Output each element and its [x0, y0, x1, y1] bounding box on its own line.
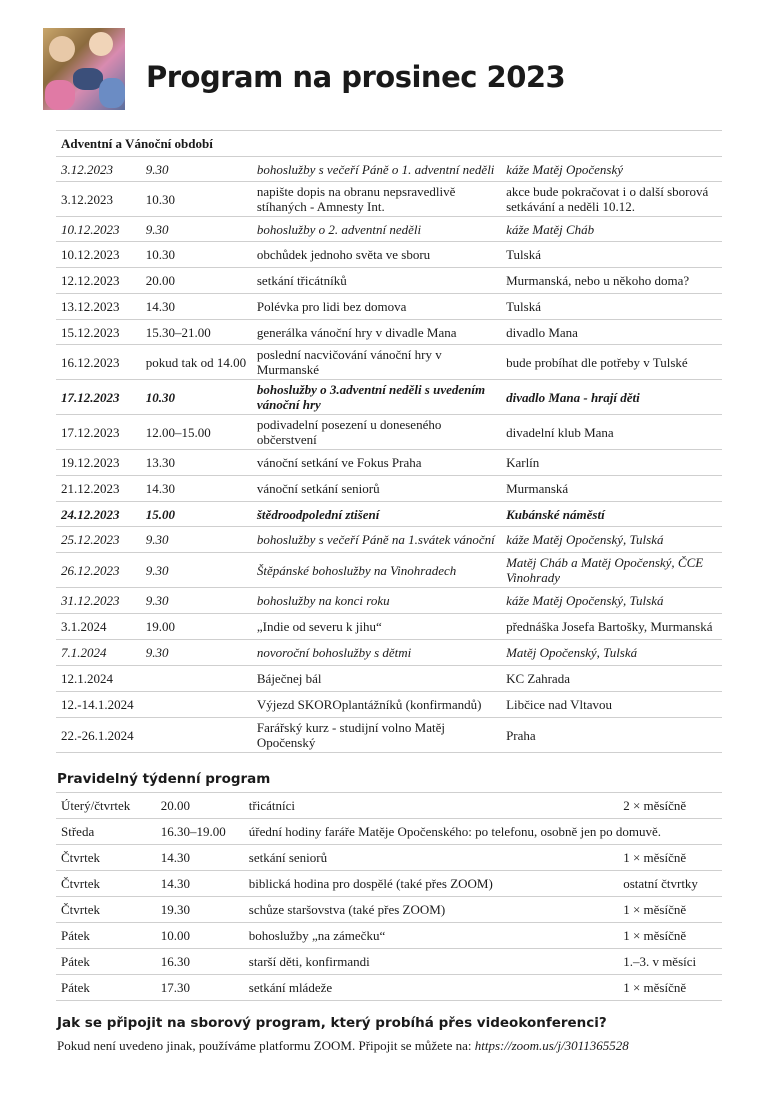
- weekly-program-table: [56, 792, 722, 1001]
- event-date: 3.1.2024: [61, 619, 107, 634]
- event-name: poslední nacvičování vánoční hry v Murmanské: [256, 347, 442, 377]
- event-name: bohoslužby o 2. adventní neděli: [256, 221, 422, 237]
- weekly-time: 14.30: [160, 850, 191, 865]
- event-row: [56, 527, 722, 553]
- event-place: Tulská: [506, 247, 542, 262]
- event-time: 9.30: [145, 532, 169, 547]
- weekly-time: 16.30: [160, 954, 191, 969]
- weekly-day: Úterý/čtvrtek: [61, 798, 131, 813]
- event-row: [56, 415, 722, 450]
- weekly-row: [56, 949, 722, 975]
- event-time: 9.30: [145, 593, 169, 608]
- event-place: káže Matěj Opočenský: [506, 161, 624, 177]
- event-name: vánoční setkání seniorů: [256, 481, 380, 496]
- event-name: bohoslužby na konci roku: [256, 593, 390, 608]
- weekly-row: [56, 923, 722, 949]
- weekly-row: [56, 897, 722, 923]
- weekly-frequency: 1 × měsíčně: [623, 850, 687, 865]
- event-row: [56, 502, 722, 527]
- weekly-frequency: ostatní čtvrtky: [623, 876, 698, 891]
- event-name: setkání třicátníků: [256, 273, 347, 288]
- event-time: [141, 692, 252, 718]
- event-time: 15.00: [145, 506, 176, 522]
- event-row: [56, 692, 722, 718]
- event-name: bohoslužby o 3.adventní neděli s uvedením vánoční hry: [256, 382, 486, 412]
- zoom-link[interactable]: https://zoom.us/j/3011365528: [474, 1038, 629, 1053]
- weekly-event: starší děti, konfirmandi: [248, 954, 370, 969]
- event-row: [56, 320, 722, 345]
- event-date: 21.12.2023: [61, 481, 120, 496]
- event-date: 31.12.2023: [61, 593, 120, 608]
- weekly-event: třicátníci: [248, 798, 295, 813]
- event-row: [56, 345, 722, 380]
- event-name: obchůdek jednoho světa ve sboru: [256, 247, 431, 262]
- event-time: 14.30: [145, 299, 176, 314]
- weekly-event: setkání seniorů: [248, 850, 328, 865]
- event-row: [56, 476, 722, 502]
- event-time: 9.30: [145, 562, 169, 578]
- event-place: Karlín: [506, 455, 540, 470]
- weekly-program-heading: Pravidelný týdenní program: [57, 771, 271, 787]
- weekly-event: úřední hodiny faráře Matěje Opočenského: po telefonu, osobně jen po domuvě.: [248, 824, 662, 839]
- event-place: Murmanská: [506, 481, 569, 496]
- event-name: napište dopis na obranu nepsravedlivě stíhaných - Amnesty Int.: [256, 184, 456, 214]
- event-time: [141, 666, 252, 692]
- event-place: přednáška Josefa Bartošky, Murmanská: [506, 619, 713, 634]
- event-row: [56, 588, 722, 614]
- event-place: Tulská: [506, 299, 542, 314]
- event-row: [56, 380, 722, 415]
- event-name: Výjezd SKOROplantážníků (konfirmandů): [256, 697, 482, 712]
- event-time: 9.30: [145, 645, 169, 660]
- weekly-time: 17.30: [160, 980, 191, 995]
- event-name: Báječnej bál: [256, 671, 322, 686]
- event-time: 15.30–21.00: [145, 324, 211, 340]
- section-heading-row: [56, 131, 722, 157]
- event-row: [56, 242, 722, 268]
- weekly-row: [56, 819, 722, 845]
- weekly-day: Středa: [61, 824, 95, 839]
- weekly-frequency: 1 × měsíčně: [623, 902, 687, 917]
- event-name: podivadelní posezení u doneseného občerstvení: [256, 417, 442, 447]
- event-place: Kubánské náměstí: [506, 506, 605, 522]
- weekly-frequency: 1 × měsíčně: [623, 980, 687, 995]
- weekly-time: 16.30–19.00: [160, 824, 226, 839]
- event-name: vánoční setkání ve Fokus Praha: [256, 455, 422, 470]
- event-date: 17.12.2023: [61, 389, 120, 405]
- weekly-event: bohoslužby „na zámečku“: [248, 928, 386, 943]
- event-place: Praha: [506, 727, 536, 743]
- weekly-day: Pátek: [61, 928, 90, 943]
- event-name: novoroční bohoslužby s dětmi: [256, 645, 412, 660]
- event-place: Murmanská, nebo u někoho doma?: [506, 273, 690, 288]
- event-time: 20.00: [145, 273, 176, 288]
- december-program-table: [56, 130, 722, 753]
- event-date: 17.12.2023: [61, 424, 120, 440]
- event-place: káže Matěj Opočenský, Tulská: [506, 593, 664, 608]
- weekly-event: biblická hodina pro dospělé (také přes ZOOM): [248, 876, 493, 891]
- weekly-time: 10.00: [160, 928, 191, 943]
- weekly-day: Pátek: [61, 980, 90, 995]
- event-name: generálka vánoční hry v divadle Mana: [256, 324, 457, 340]
- event-place: divadelní klub Mana: [506, 424, 614, 440]
- page-title: Program na prosinec 2023: [146, 60, 566, 94]
- event-row: [56, 217, 722, 242]
- event-date: 3.12.2023: [61, 191, 113, 207]
- videoconference-info: [57, 1038, 629, 1054]
- event-time: 10.30: [145, 389, 176, 405]
- event-time: [141, 718, 252, 753]
- event-time: 10.30: [145, 191, 176, 207]
- weekly-event: schůze staršovstva (také přes ZOOM): [248, 902, 446, 917]
- weekly-day: Čtvrtek: [61, 876, 100, 891]
- event-name: štědroodpolední ztišení: [256, 506, 380, 522]
- event-place: káže Matěj Cháb: [506, 221, 595, 237]
- event-name: Štěpánské bohoslužby na Vinohradech: [256, 562, 457, 578]
- weekly-day: Pátek: [61, 954, 90, 969]
- weekly-row: [56, 793, 722, 819]
- weekly-event: setkání mládeže: [248, 980, 333, 995]
- event-date: 12.-14.1.2024: [61, 697, 134, 712]
- event-place: Libčice nad Vltavou: [506, 697, 612, 712]
- header-photo: [43, 28, 125, 110]
- event-name: Polévka pro lidi bez domova: [256, 299, 407, 314]
- weekly-time: 20.00: [160, 798, 191, 813]
- event-place: akce bude pokračovat i o další sborová setkávání a neděli 10.12.: [506, 184, 709, 214]
- event-time: 9.30: [145, 161, 169, 177]
- weekly-day: Čtvrtek: [61, 850, 100, 865]
- event-date: 19.12.2023: [61, 455, 120, 470]
- event-name: Farářský kurz - studijní volno Matěj Opočenský: [256, 720, 445, 750]
- weekly-frequency: 1 × měsíčně: [623, 928, 687, 943]
- event-date: 22.-26.1.2024: [61, 727, 134, 743]
- event-date: 12.12.2023: [61, 273, 120, 288]
- event-row: [56, 666, 722, 692]
- weekly-row: [56, 845, 722, 871]
- event-time: 13.30: [145, 455, 176, 470]
- event-time: 14.30: [145, 481, 176, 496]
- event-row: [56, 157, 722, 182]
- event-date: 7.1.2024: [61, 645, 107, 660]
- event-date: 24.12.2023: [61, 506, 120, 522]
- event-place: divadlo Mana - hrají děti: [506, 389, 640, 405]
- event-name: bohoslužby s večeří Páně na 1.svátek vánoční: [256, 532, 495, 547]
- event-place: divadlo Mana: [506, 324, 578, 340]
- event-name: „Indie od severu k jihu“: [256, 619, 382, 634]
- event-time: 10.30: [145, 247, 176, 262]
- event-date: 3.12.2023: [61, 161, 113, 177]
- weekly-time: 14.30: [160, 876, 191, 891]
- event-place: káže Matěj Opočenský, Tulská: [506, 532, 664, 547]
- event-row: [56, 450, 722, 476]
- event-time: 9.30: [145, 221, 169, 237]
- weekly-day: Čtvrtek: [61, 902, 100, 917]
- event-place: KC Zahrada: [506, 671, 570, 686]
- event-name: bohoslužby s večeří Páně o 1. adventní neděli: [256, 161, 495, 177]
- event-time: 19.00: [145, 619, 176, 634]
- weekly-time: 19.30: [160, 902, 191, 917]
- weekly-row: [56, 975, 722, 1001]
- event-time: pokud tak od 14.00: [145, 354, 247, 370]
- event-row: [56, 182, 722, 217]
- event-date: 12.1.2024: [61, 671, 113, 686]
- event-date: 16.12.2023: [61, 354, 120, 370]
- event-row: [56, 294, 722, 320]
- event-date: 10.12.2023: [61, 247, 120, 262]
- event-date: 15.12.2023: [61, 324, 120, 340]
- event-row: [56, 640, 722, 666]
- event-row: [56, 268, 722, 294]
- weekly-row: [56, 871, 722, 897]
- event-date: 25.12.2023: [61, 532, 120, 547]
- event-place: Matěj Cháb a Matěj Opočenský, ČCE Vinohrady: [506, 555, 704, 585]
- event-place: Matěj Opočenský, Tulská: [506, 645, 638, 660]
- event-row: [56, 614, 722, 640]
- event-place: bude probíhat dle potřeby v Tulské: [506, 354, 688, 370]
- event-date: 10.12.2023: [61, 221, 120, 237]
- event-time: 12.00–15.00: [145, 424, 211, 440]
- event-row: [56, 718, 722, 753]
- section-heading: Adventní a Vánoční období: [61, 136, 213, 151]
- videoconference-heading: Jak se připojit na sborový program, který probíhá přes videokonferenci?: [57, 1015, 607, 1031]
- event-date: 26.12.2023: [61, 562, 120, 578]
- videoconference-text: Pokud není uvedeno jinak, používáme platformu ZOOM. Připojit se můžete na:: [57, 1038, 475, 1053]
- event-row: [56, 553, 722, 588]
- weekly-frequency: 2 × měsíčně: [623, 798, 687, 813]
- event-date: 13.12.2023: [61, 299, 120, 314]
- weekly-frequency: 1.–3. v měsíci: [623, 954, 697, 969]
